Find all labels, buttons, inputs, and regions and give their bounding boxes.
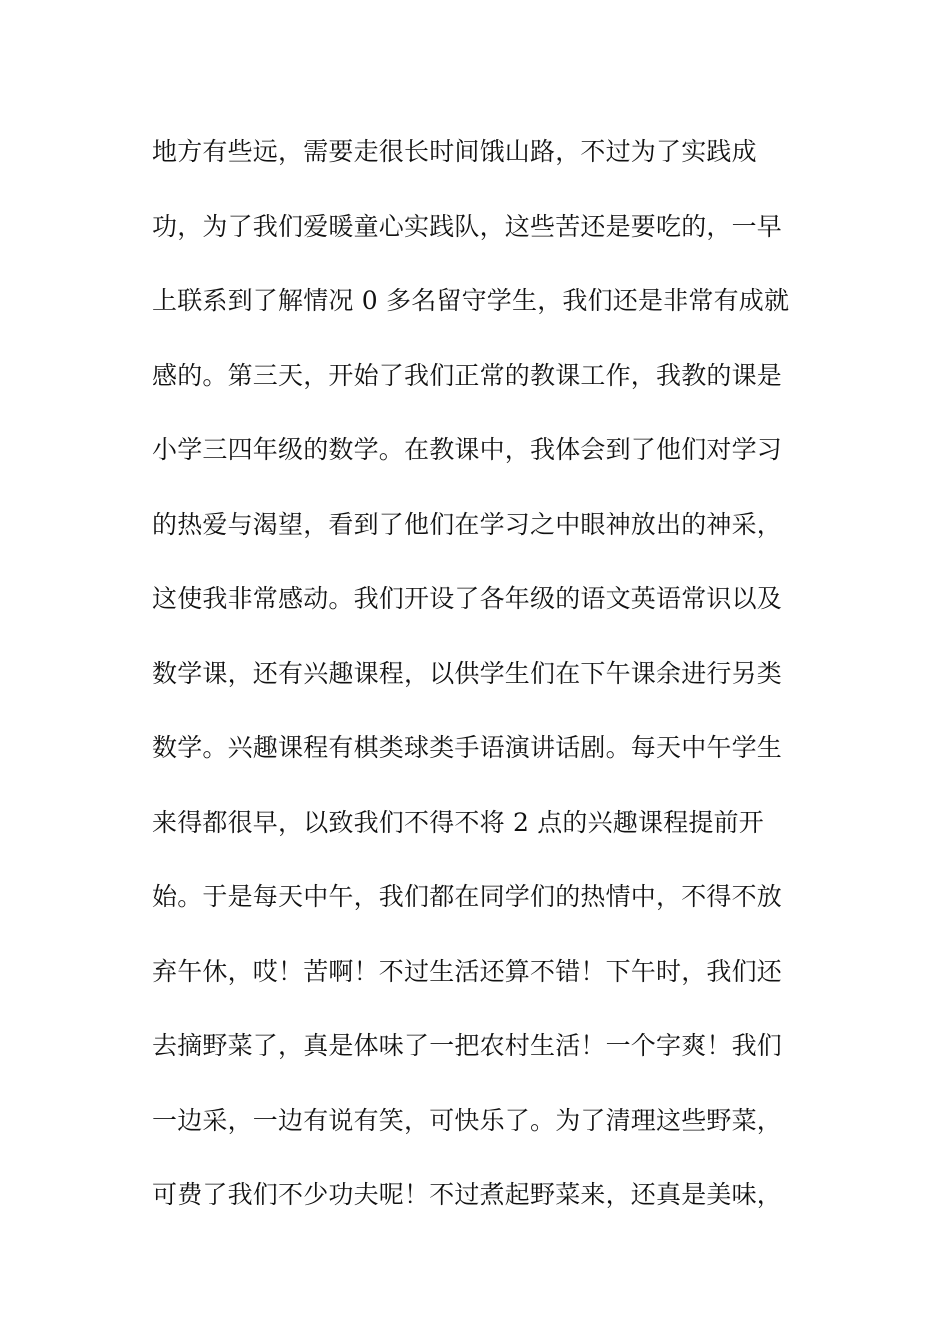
text-line: 去摘野菜了，真是体味了一把农村生活！一个字爽！我们: [152, 1031, 783, 1060]
body-text: [152, 128, 812, 1246]
text-line: 小学三四年级的数学。在教课中，我体会到了他们对学习: [152, 435, 783, 464]
text-line: 弃午休，哎！苦啊！不过生活还算不错！下午时，我们还: [152, 956, 783, 986]
text-line: 数学课，还有兴趣课程，以供学生们在下午课余进行另类: [152, 658, 783, 688]
text-line: 可费了我们不少功夫呢！不过煮起野菜来，还真是美味，: [152, 1180, 783, 1209]
text-line: 上联系到了解情况 0 多名留守学生，我们还是非常有成就: [152, 286, 790, 315]
text-line: 一边采，一边有说有笑，可快乐了。为了清理这些野菜，: [152, 1105, 783, 1135]
text-line: 感的。第三天，开始了我们正常的教课工作，我教的课是: [152, 360, 783, 390]
text-line: 功，为了我们爱暖童心实践队，这些苦还是要吃的，一早: [152, 211, 783, 241]
text-line: 地方有些远，需要走很长时间饿山路，不过为了实践成: [152, 137, 757, 166]
text-line: 的热爱与渴望，看到了他们在学习之中眼神放出的神采，: [152, 509, 783, 539]
text-line: 数学。兴趣课程有棋类球类手语演讲话剧。每天中午学生: [152, 733, 783, 762]
text-line: 这使我非常感动。我们开设了各年级的语文英语常识以及: [152, 584, 783, 613]
text-line: 始。于是每天中午，我们都在同学们的热情中，不得不放: [152, 882, 783, 911]
text-line: 来得都很早，以致我们不得不将 2 点的兴趣课程提前开: [152, 807, 765, 837]
